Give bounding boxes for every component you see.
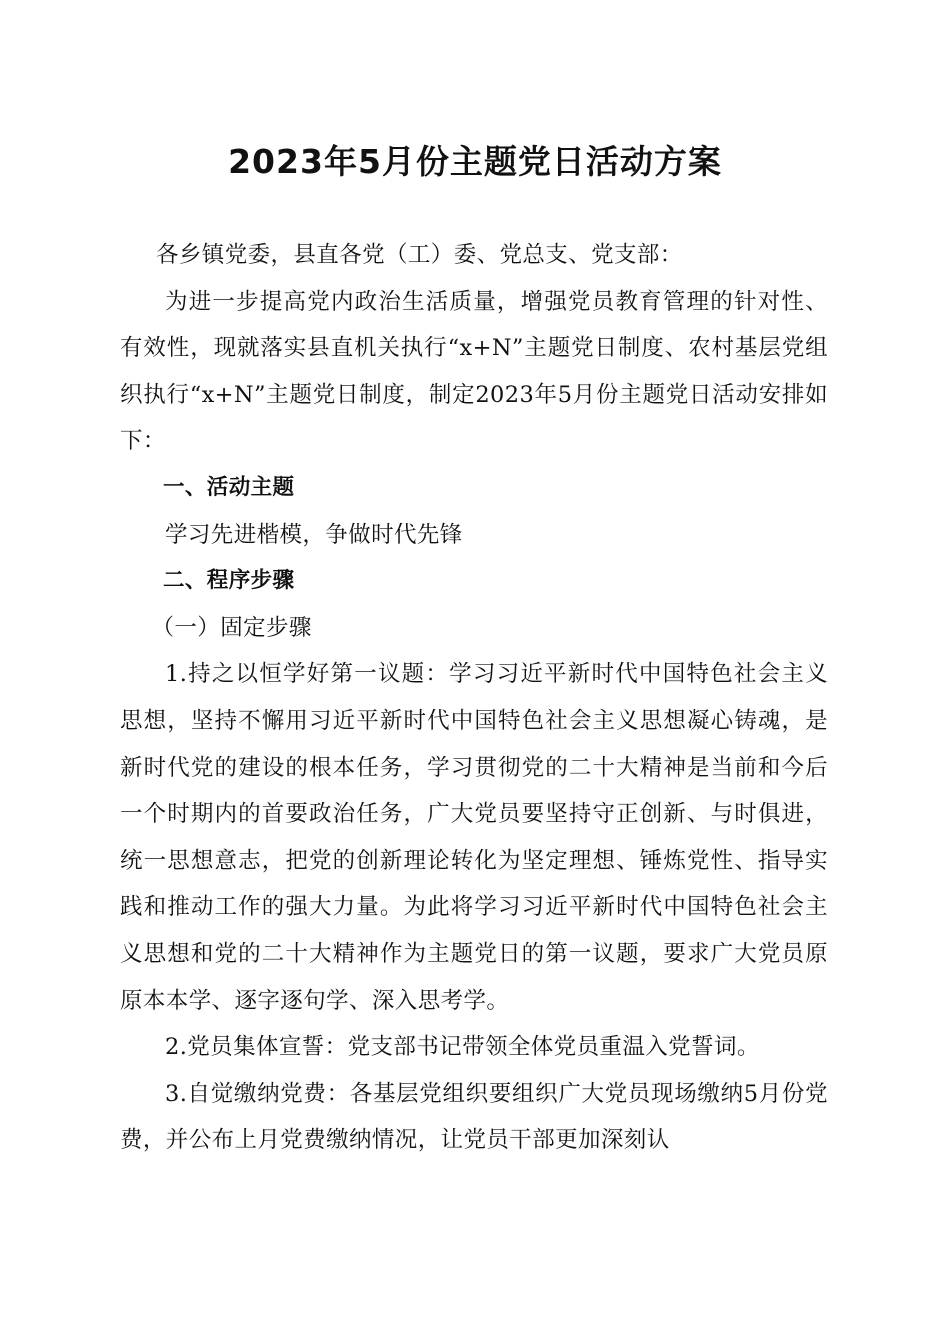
- theme-text: 学习先进楷模，争做时代先锋: [165, 521, 463, 548]
- section-heading-theme: 一、活动主题: [163, 474, 295, 500]
- step-item-2: 2.党员集体宣誓：党支部书记带领全体党员重温入党誓词。: [165, 1034, 760, 1061]
- intro-paragraph: 为进一步提高党内政治生活质量，增强党员教育管理的针对性、有效性，现就落实县直机关执行“x+N”主题党日制度、农村基层党组织执行“x+N”主题党日制度，制定2023年5月份主题党日活动安排如下：: [120, 288, 828, 455]
- salutation: 各乡镇党委，县直各党（工）委、党总支、党支部：: [156, 242, 683, 268]
- section-heading-steps: 二、程序步骤: [163, 568, 295, 594]
- document-body: [120, 232, 828, 1164]
- step-item-3: 3.自觉缴纳党费：各基层党组织要组织广大党员现场缴纳5月份党费，并公布上月党费缴纳情况，让党员干部更加深刻认: [120, 1080, 828, 1154]
- step-item-1: 1.持之以恒学好第一议题：学习习近平新时代中国特色社会主义思想，坚持不懈用习近平新时代中国特色社会主义思想凝心铸魂，是新时代党的建设的根本任务，学习贯彻党的二十大精神是当前和今后一个时期内的首要政治任务，广大党员要坚持守正创新、与时俱进，统一思想意志，把党的创新理论转化为坚定理想、锤炼党性、指导实践和推动工作的强大力量。为此将学习习近平新时代中国特色社会主义思想和党的二十大精神作为主题党日的第一议题，要求广大党员原原本本学、逐字逐句学、深入思考学。: [120, 661, 828, 1014]
- subsection-heading-fixed-steps: （一）固定步骤: [151, 614, 312, 641]
- document-title: 2023年5月份主题党日活动方案: [228, 142, 722, 181]
